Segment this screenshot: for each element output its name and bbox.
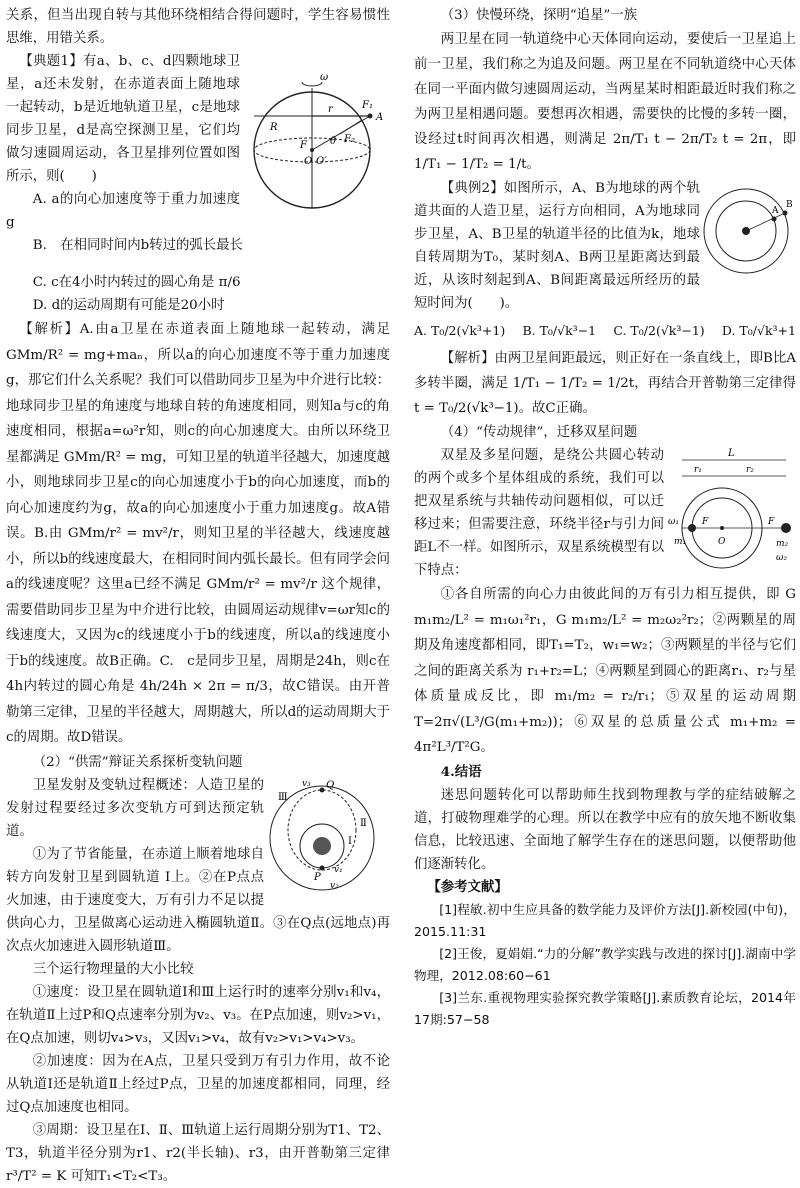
label-v2: v₂ bbox=[330, 880, 339, 891]
reference-item: [3]兰东.重视物理实验探究教学策略[J].素质教育论坛，2014年17期:57−58 bbox=[414, 989, 796, 1027]
section4-text: 双星及多星问题，是绕公共圆心转动的两个或多个星体组成的系统，我们可以把双星系统与共轴传动问题相似，可以迁移过来；但需要注意，环绕半径r与引力间距L不一样。如图所示，双星系统模型有以下特点： bbox=[414, 448, 664, 578]
references-list bbox=[414, 899, 796, 1031]
label-theta: θ bbox=[330, 136, 337, 147]
label-m2: m₂ bbox=[776, 539, 789, 549]
example1-analysis: 【解析】A.由a卫星在赤道表面上随地球一起转动，满足 GMm/R² = mg+maₙ，所以a的向心加速度不等于重力加速度g，那它们什么关系呢？我们可以借助同步卫星为中介进行比较：地球同步卫星的角速度与地球自转的角速度相同，则知a与c的角速度相同，根据a=ω²r知，则c的向心加速度大。由所以环绕卫星都满足 GMm/R² = mg，可知卫星的轨道半径越大，加速度越小，则地球同步卫星c的向心加速度小于b的向心加速度，而b的向心加速度约为g，故a的向心加速度小于重力加速度g。故A错误。B.由 GMm/r² = mv²/r，则知卫星的半径越大，线速度越小，所以b的线速度最大，在相同时间内弧长最长。但有同学会问a的线速度呢？这里a已经不满足 GMm/r² = mv²/r 这个规律，需要借助同步卫星为中介进行比较，由圆周运动规律v=ωr知c的线速度大，又因为c的线速度小于b的线速度，所以a的线速度小于b的线速度。故B正确。C. c是同步卫星，周期是24h，则c在4h内转过的圆心角是 4h/24h × 2π = π/3，故C错误。由开普勒第三定律，卫星的半径越大，周期越大，所以d的运动周期大于c的周期。故D错误。 bbox=[6, 322, 390, 745]
label-orbit-iii: Ⅲ bbox=[278, 791, 288, 803]
label-l: L bbox=[728, 448, 735, 459]
reference-item: [2]王俊，夏娟娟.“力的分解”教学实践与改进的探讨[J].湖南中学物理，2012.08:60−61 bbox=[414, 945, 796, 983]
label-orbit-ii: Ⅱ bbox=[360, 817, 367, 829]
example2-options bbox=[414, 319, 796, 342]
section2-steps: ①为了节省能量，在赤道上顺着地球自转方向发射卫星到圆轨道 Ⅰ上。②在P点点火加速，由于速度变大，万有引力不足以提供向心力，卫星做离心运动进入椭圆轨道Ⅱ。③在Q点(远地点)再次点火加速进入圆形轨道Ⅲ。 bbox=[6, 846, 390, 954]
example1-option-c: C. c在4小时内转过的圆心角是 π/6 bbox=[32, 275, 241, 290]
left-column bbox=[6, 4, 390, 1188]
label-o-prime: O′ bbox=[316, 156, 327, 167]
figure-two-satellites bbox=[700, 183, 796, 279]
label-force-right: F bbox=[768, 517, 775, 527]
right-column bbox=[414, 4, 796, 1031]
orbit-transfer-diagram bbox=[264, 776, 390, 896]
label-f2: F₂ bbox=[344, 134, 355, 145]
example2-option-b: B. T₀/√k³−1 bbox=[522, 323, 597, 338]
label-v1: v₁ bbox=[334, 864, 343, 875]
example2-option-d: D. T₀/√k³+1 bbox=[721, 323, 796, 338]
figure-binary-stars bbox=[664, 446, 796, 576]
label-small-r: r bbox=[328, 104, 333, 115]
label-v3: v₃ bbox=[302, 778, 311, 789]
label-f: F bbox=[300, 140, 307, 151]
label-orbit-i: Ⅰ bbox=[348, 835, 352, 847]
compare-speed: ①速度：设卫星在圆轨道Ⅰ和Ⅲ上运行时的速率分别v₁和v₄，在轨道Ⅱ上过P和Q点速率分别为v₂、v₃。在P点加速，则v₂>v₁，在Q点加速，则切v₄>v₃，又因v₁>v₄，故有v₂>v₁>v₄>v₃。 bbox=[6, 984, 390, 1046]
example2-option-a: A. T₀/2(√k³+1) bbox=[414, 323, 506, 338]
label-a: A bbox=[376, 112, 384, 123]
example2-analysis: 【解析】由两卫星间距最远，则正好在一条直线上，即B比A多转半圈，满足 1/T₁ − 1/T₂ = 1/2t，再结合开普勒第三定律得 t = T₀/2(√k³−1)。故C正确。 bbox=[414, 351, 796, 416]
compare-title: 三个运行物理量的大小比较 bbox=[32, 961, 194, 977]
example1-option-d: D. d的运动周期有可能是20小时 bbox=[32, 298, 225, 313]
label-o: O bbox=[718, 537, 726, 547]
label-o: O bbox=[304, 156, 313, 167]
two-satellites-diagram bbox=[700, 183, 796, 279]
example1-option-b: B. 在相同时间内b转过的弧长最长 bbox=[32, 238, 243, 253]
example1-question: 【典题1】有a、b、c、d四颗地球卫星，a还未发射，在赤道表面上随地球一起转动，b是近地轨道卫星，c是地球同步卫星，d是高空探测卫星，它们均做匀速圆周运动，各卫星排列位置如图所示，则( ) bbox=[6, 54, 240, 184]
reference-item: [1]程敏.初中生应具备的数学能力及评价方法[J].新校园(中旬)，2015.11:31 bbox=[414, 901, 796, 939]
label-force-left: F bbox=[702, 517, 709, 527]
intro-paragraph: 关系，但当出现自转与其他环绕相结合得问题时，学生容易惯性思维，用错关系。 bbox=[6, 8, 390, 46]
compare-accel: ②加速度：因为在A点，卫星只受到万有引力作用，故不论从轨道Ⅰ还是轨道Ⅱ上经过P点，卫星的加速度都相同，同理，经过Q点加速度也相同。 bbox=[6, 1053, 390, 1115]
section4-title: （4）“传动规律”，迁移双星问题 bbox=[440, 425, 638, 440]
label-sat-a: A bbox=[772, 206, 779, 216]
label-omega: ω bbox=[320, 72, 329, 83]
label-big-r: R bbox=[270, 122, 278, 133]
figure-earth-satellites bbox=[240, 68, 390, 218]
binary-features: ①各自所需的向心力由彼此间的万有引力相互提供，即 G m₁m₂/L² = m₁ω₁²r₁，G m₁m₂/L² = m₂ω₂²r₂；②两颗星的周期及角速度都相同，即T₁=T₂，w₁=w₂；③两颗星的半径与它们之间的距离关系为 r₁+r₂=L；④两颗星到圆心的距离r₁、r₂与星体质量成反比，即 m₁/m₂ = r₂/r₁；⑤双星的运动周期 T=2π√(L³/G(m₁+m₂))；⑥双星的总质量公式 m₁+m₂ = 4π²L³/T²G。 bbox=[414, 587, 796, 755]
label-m1: m₁ bbox=[674, 537, 687, 547]
label-p: P bbox=[314, 871, 321, 883]
references-title: 【参考文献】 bbox=[427, 878, 508, 895]
binary-stars-diagram bbox=[664, 446, 796, 576]
label-f1: F₁ bbox=[362, 100, 373, 111]
example2-option-c: C. T₀/2(√k³−1) bbox=[613, 323, 705, 338]
label-r2: r₂ bbox=[746, 465, 754, 475]
section3-title: （3）快慢环绕，探明“追星”一族 bbox=[440, 8, 638, 23]
section3-text: 两卫星在同一轨道绕中心天体同向运动，要使后一卫星追上前一卫星，我们称之为追及问题。两卫星在不同轨道绕中心天体在同一平面内做匀速圆周运动，当两星某时相距最近时我们称之为两卫星相遇问题。要想再次相遇，需要快的比慢的多转一圈，设经过t时间再次相遇，则满足 2π/T₁ t − 2π/T₂ t = 2π，即 1/T₁ − 1/T₂ = 1/t。 bbox=[414, 32, 796, 172]
section2-text: 卫星发射及变轨过程概述：人造卫星的发射过程要经过多次变轨方可到达预定轨道。 bbox=[6, 777, 264, 839]
example2-question: 【典例2】如图所示，A、B为地球的两个轨道共面的人造卫星，运行方向相同，A为地球同步卫星，A、B卫星的轨道半径的比值为k，地球自转周期为T₀，某时刻A、B两卫星距离达到最近，从该时刻起到A、B间距离最远所经历的最短时间为( )。 bbox=[414, 181, 700, 311]
section2-title: （2）“供需”辩证关系探析变轨问题 bbox=[32, 754, 243, 770]
conclusion-text: 迷思问题转化可以帮助师生找到物理教与学的症结破解之道，打破物理难学的心理。所以在教学中应有的放矢地不断收集信息，比较迅速、全面地了解学生存在的迷思问题，以便帮助他们逐渐转化。 bbox=[414, 787, 796, 872]
label-r1: r₁ bbox=[694, 465, 702, 475]
label-omega1: ω₁ bbox=[668, 517, 679, 527]
label-sat-b: B bbox=[786, 200, 793, 210]
label-omega2: ω₂ bbox=[776, 553, 787, 563]
figure-orbit-transfer bbox=[264, 776, 390, 896]
compare-period: ③周期：设卫星在Ⅰ、Ⅱ、Ⅲ轨道上运行周期分别为T1、T2、T3，轨道半径分别为r1、r2(半长轴)、r3，由开普勒第三定律 r³/T² = K 可知T₁<T₂<T₃。 bbox=[6, 1122, 390, 1184]
conclusion-title: 4.结语 bbox=[440, 763, 482, 780]
label-q: Q bbox=[326, 779, 335, 791]
earth-satellites-diagram bbox=[240, 68, 390, 218]
example1-option-a: A. a的向心加速度等于重力加速度g bbox=[6, 192, 240, 230]
